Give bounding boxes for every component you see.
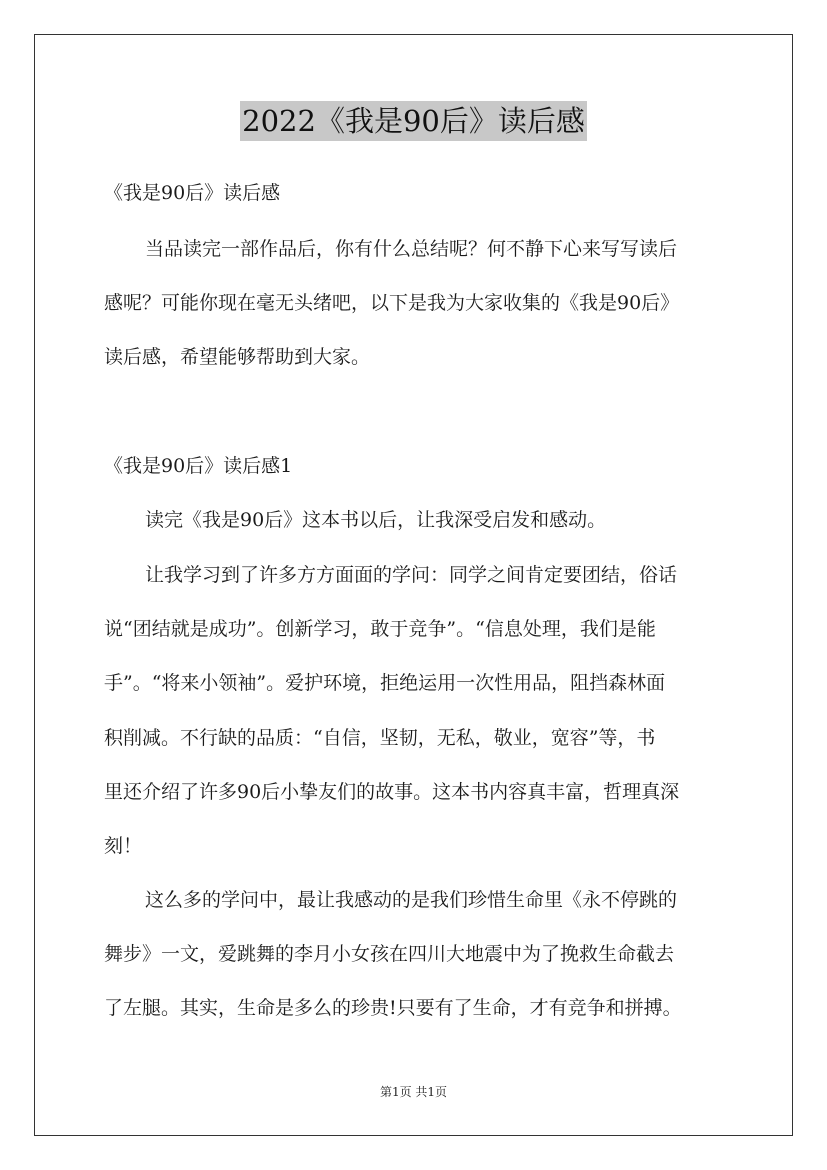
section-heading: 《我是90后》读后感1 (104, 455, 293, 477)
paragraph-line: 里还介绍了许多90后小挚友们的故事。这本书内容真丰富，哲理真深 (104, 781, 680, 803)
intro-line: 感呢？可能你现在毫无头绪吧，以下是我为大家收集的《我是90后》 (104, 292, 680, 314)
paragraph-line: 读完《我是90后》这本书以后，让我深受启发和感动。 (145, 509, 607, 531)
paragraph-line: 让我学习到了许多方方面面的学问：同学之间肯定要团结，俗话 (145, 564, 678, 586)
paragraph-line: 这么多的学问中，最让我感动的是我们珍惜生命里《永不停跳的 (145, 889, 678, 911)
section-heading: 《我是90后》读后感 (104, 182, 281, 204)
paragraph-line: 刻！ (104, 835, 143, 857)
paragraph-line: 了左腿。其实，生命是多么的珍贵!只要有了生命，才有竞争和拼搏。 (104, 997, 682, 1019)
page-footer: 第1页 共1页 (379, 1085, 448, 1099)
intro-line: 当品读完一部作品后，你有什么总结呢？何不静下心来写写读后 (145, 238, 678, 260)
document-title: 2022《我是90后》读后感 (240, 101, 587, 141)
paragraph-line: 积削减。不行缺的品质：“自信，坚韧，无私，敬业，宽容”等，书 (104, 727, 656, 749)
paragraph-line: 说“团结就是成功”。创新学习，敢于竞争”。“信息处理，我们是能 (104, 618, 656, 640)
paragraph-line: 手”。“将来小领袖”。爱护环境，拒绝运用一次性用品，阻挡森林面 (104, 672, 666, 694)
intro-line: 读后感，希望能够帮助到大家。 (104, 346, 371, 368)
paragraph-line: 舞步》一文，爱跳舞的李月小女孩在四川大地震中为了挽救生命截去 (104, 943, 675, 965)
title-container (0, 101, 827, 141)
